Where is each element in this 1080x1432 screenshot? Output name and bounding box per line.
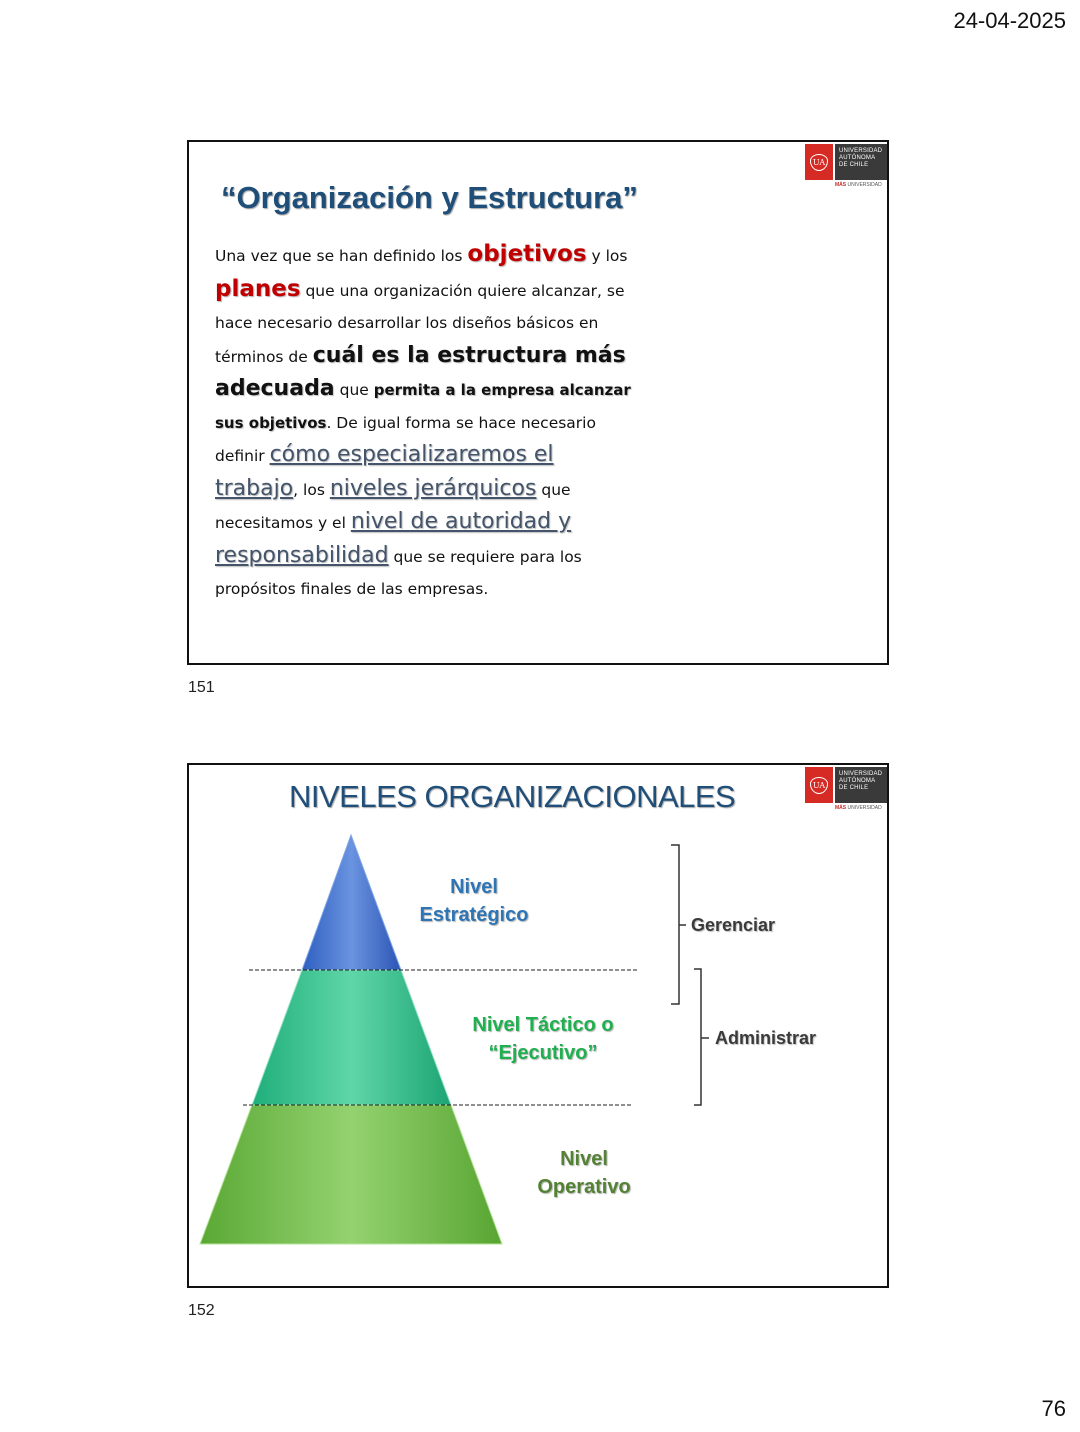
emphasis-permita: permita a la empresa alcanzar sus objetivos [215,381,631,432]
slide-number: 151 [188,679,215,696]
slide-151 [187,140,889,665]
slide-body-text: Una vez que se han definido los objetivos y los planes que una organización quiere alcanzar, se hace necesario desarrollar los diseños básicos en términos de cuál es la estructura más adecuada que permita a la empresa alcanzar sus objetivos. De igual forma se hace necesario definir cómo especializaremos el trabajo, los niveles jerárquicos que necesitamos y el nivel de autoridad y responsabilidad que se requiere para los propósitos finales de las empresas. [215,241,631,598]
pyramid-top-strategic [302,835,401,970]
shield-icon: UA [805,767,833,803]
logo-text: UNIVERSIDAD AUTÓNOMA DE CHILE [835,767,887,803]
slide-152 [187,763,889,1288]
emphasis-autoridad: nivel de autoridad y responsabilidad [215,509,572,568]
slide-number: 152 [188,1302,215,1319]
slide-title: NIVELES ORGANIZACIONALES [289,779,736,814]
pyramid-middle-tactical [252,970,451,1105]
pyramid-bottom-operational [200,1105,502,1244]
slide-title: “Organización y Estructura” [221,180,638,215]
bracket-gerenciar [671,845,686,1004]
emphasis-estructura: cuál es la estructura más adecuada [215,342,626,401]
level-tactical-label: Nivel Táctico o “Ejecutivo” [472,1014,614,1064]
page-number: 76 [1041,1396,1066,1421]
university-logo [805,144,889,190]
level-operational-label: Nivel Operativo [537,1148,631,1198]
emphasis-niveles: niveles jerárquicos [329,475,537,501]
logo-text: UNIVERSIDAD AUTÓNOMA DE CHILE [835,144,887,180]
shield-icon: UA [805,144,833,180]
logo-tagline: MÁS UNIVERSIDAD [835,182,882,188]
level-strategic-label: Nivel Estratégico [419,876,529,926]
bracket-label-administrar: Administrar [715,1028,817,1048]
logo-tagline: MÁS UNIVERSIDAD [835,805,882,811]
emphasis-objetivos: objetivos [467,241,587,267]
bracket-label-gerenciar: Gerenciar [691,915,776,935]
emphasis-planes: planes [215,275,301,302]
page-date: 24-04-2025 [953,8,1066,33]
emphasis-especializar: cómo especializaremos el trabajo [215,442,554,501]
bracket-administrar [694,969,709,1105]
